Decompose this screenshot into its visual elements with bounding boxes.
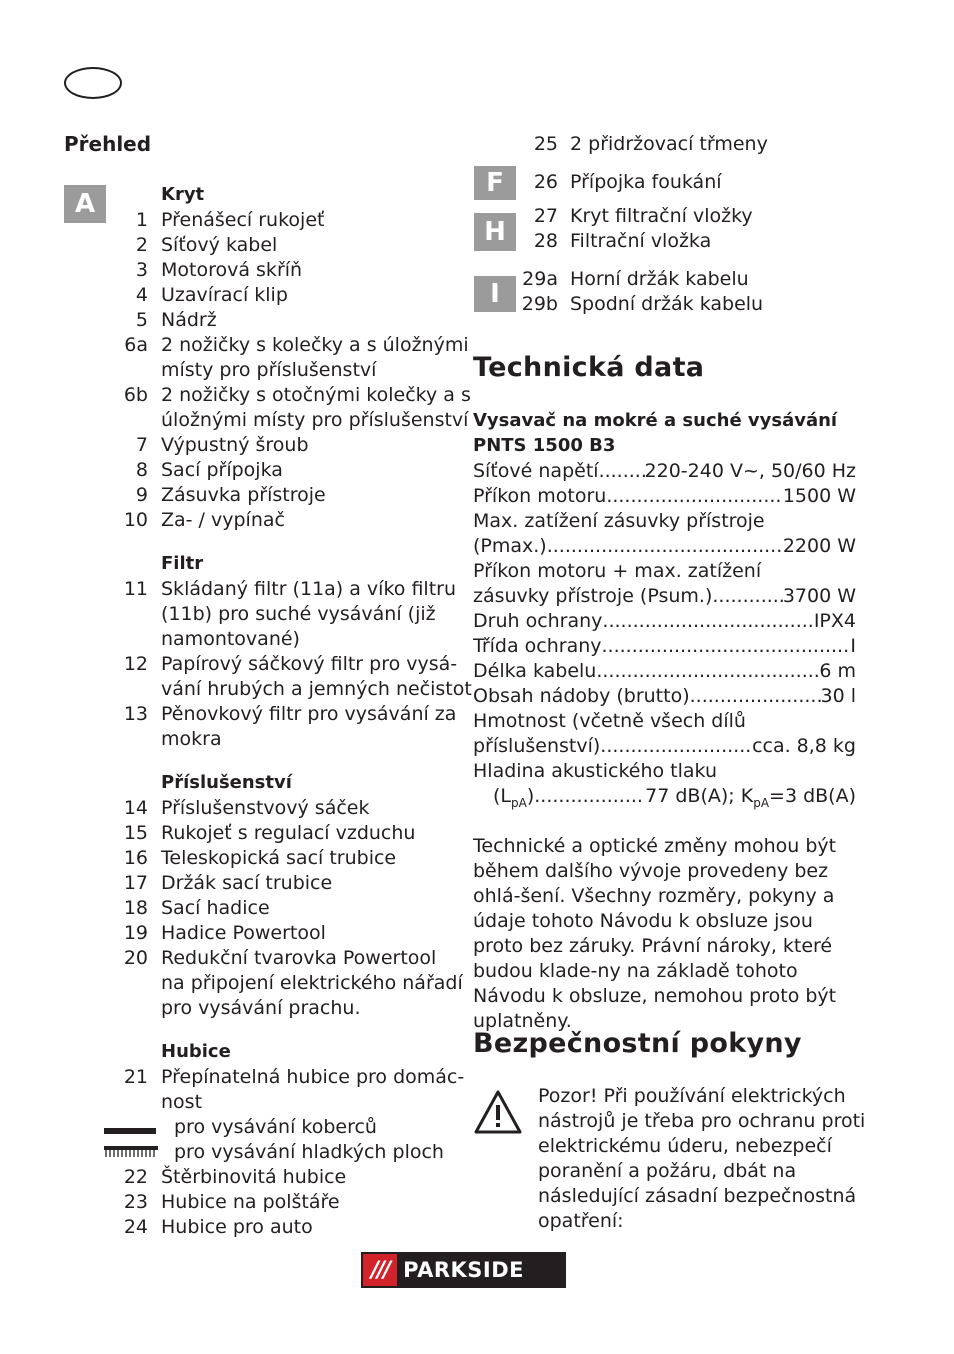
spec-value: 3700 W [782,585,856,607]
spec-label: Síťové napětí [473,460,599,482]
list-item-number: 3 [135,259,148,281]
warning-line: nástrojů je třeba pro ochranu proti [538,1110,866,1132]
figure-badge-a: A [64,185,106,223]
list-item-text: namontované) [161,628,300,650]
list-item-text: Redukční tvarovka Powertool [161,947,437,969]
list-item-number: 12 [123,653,148,675]
list-item-number: 25 [533,133,558,155]
list-item-number: 23 [123,1191,148,1213]
spec-noise [493,784,856,816]
spec-label: zásuvky přístroje (Psum.) [473,585,713,607]
list-item-number: 24 [123,1216,148,1238]
parkside-logo [361,1252,566,1288]
list-item-number: 20 [123,947,148,969]
list-item-text: nost [161,1091,203,1113]
list-item-text: vání hrubých a jemných nečistot [161,678,472,700]
list-item-text: 2 nožičky s kolečky a s úložnými [161,334,469,356]
list-item-text: Teleskopická sací trubice [161,847,397,869]
spec-value: 6 m [819,660,856,682]
spec-cable [473,659,856,684]
warning-line: Pozor! Při používání elektrických [538,1085,846,1107]
spec-label: Hladina akustického tlaku [473,760,718,782]
list-item-number: 5 [135,309,148,331]
list-item-text: Rukojeť s regulací vzduchu [161,822,416,844]
list-item-text: Kryt filtrační vložky [570,205,753,227]
list-item-text: Nádrž [161,309,217,331]
spec-value: 1500 W [782,485,856,507]
list-item-text: Přenášecí rukojeť [161,209,325,231]
list-item-number: 11 [123,578,148,600]
warning-line: elektrickému úderu, nebezpečí [538,1135,832,1157]
product-model: PNTS 1500 B3 [473,435,616,456]
spec-class [473,634,856,659]
product-name: Vysavač na mokré a suché vysávání [473,410,838,431]
spec-total [473,584,856,609]
list-item-text: Výpustný šroub [161,434,309,456]
list-item-number: 14 [123,797,148,819]
list-item-number: 2 [135,234,148,256]
list-item-number: 29b [521,293,558,315]
list-item-number: 21 [123,1066,148,1088]
spec-value: 30 l [820,685,856,707]
floor-mode-icon [104,1146,158,1158]
spec-value: 220-240 V~, 50/60 Hz [644,460,856,482]
noise-l-sub: pA [511,795,527,810]
list-item-number: 6b [123,384,148,406]
spec-value [645,784,856,816]
noise-value: 77 dB(A); K [645,785,754,807]
spec-protection [473,609,856,634]
list-item-number: 6a [124,334,148,356]
warning-line: následující zásadní bezpečnostná [538,1185,857,1207]
list-item-text: Papírový sáčkový filtr pro vysá- [161,653,458,675]
list-item-number: 29a [522,268,558,290]
mode-carpet-label: pro vysávání koberců [174,1116,377,1138]
spec-value: I [850,635,856,657]
language-marker [64,67,122,99]
logo-slashes: /// [371,1257,390,1283]
list-item-text: (11b) pro suché vysávání (již [161,603,436,625]
warning-line: poranění a požáru, dbát na [538,1160,797,1182]
section-heading-safety: Bezpečnostní pokyny [473,1028,802,1059]
list-item-number: 27 [533,205,558,227]
spec-weight [473,734,856,759]
list-item-text: pro vysávání prachu. [161,997,361,1019]
section-heading-tech: Technická data [473,352,705,383]
list-item-text: Přípojka foukání [570,171,722,193]
list-item-number: 4 [135,284,148,306]
spec-power [473,484,856,509]
list-item-text: Držák sací trubice [161,872,333,894]
list-item-text: Skládaný filtr (11a) a víko filtru [161,578,456,600]
list-item-number: 26 [533,171,558,193]
spec-voltage [473,459,856,484]
list-item-number: 1 [135,209,148,231]
spec-label: Max. zatížení zásuvky přístroje [473,510,765,532]
list-item-text: Štěrbinovitá hubice [161,1166,347,1188]
spec-label: Druh ochrany [473,610,603,632]
spec-label [493,784,534,816]
list-item-text: Uzavírací klip [161,284,288,306]
list-item-number: 13 [123,703,148,725]
subheading-kryt: Kryt [161,184,205,205]
spec-label: příslušenství) [473,735,601,757]
subheading-hubice: Hubice [161,1041,231,1062]
spec-label: Obsah nádoby (brutto) [473,685,690,707]
figure-badge-i: I [474,276,516,312]
list-item-number: 16 [123,847,148,869]
subheading-filtr: Filtr [161,553,204,574]
list-item-number: 15 [123,822,148,844]
list-item-text: Příslušenstvový sáček [161,797,370,819]
spec-value: 2200 W [782,535,856,557]
noise-k-sub: pA [753,795,770,810]
list-item-number: 19 [123,922,148,944]
spec-value: cca. 8,8 kg [752,735,856,757]
list-item-text: Hubice pro auto [161,1216,313,1238]
noise-k-value: =3 dB(A) [769,785,856,807]
mode-floor-label: pro vysávání hladkých ploch [174,1141,444,1163]
list-item-text: úložnými místy pro příslušenství [161,409,469,431]
list-item-text: Pěnovkový filtr pro vysávání za [161,703,457,725]
subheading-prislusenstvi: Příslušenství [161,772,292,793]
list-item-text: 2 nožičky s otočnými kolečky a s [161,384,471,406]
warning-icon [473,1089,523,1135]
list-item-text: Motorová skříň [161,259,303,281]
spec-label: (Pmax.) [473,535,547,557]
carpet-mode-icon [104,1128,156,1134]
list-item-number: 18 [123,897,148,919]
list-item-text: Zásuvka přístroje [161,484,326,506]
list-item-text: Hadice Powertool [161,922,326,944]
list-item-number: 28 [533,230,558,252]
list-item-text: Hubice na polštáře [161,1191,340,1213]
list-item-number: 17 [123,872,148,894]
logo-brand: PARKSIDE [397,1254,564,1286]
list-item-text: Horní držák kabelu [570,268,749,290]
list-item-text: na připojení elektrického nářadí [161,972,463,994]
list-item-number: 22 [123,1166,148,1188]
noise-l-close: ) [526,785,535,807]
spec-label: Délka kabelu [473,660,597,682]
list-item-number: 8 [135,459,148,481]
spec-label: Hmotnost (včetně všech dílů [473,710,746,732]
spec-socket [473,534,856,559]
section-heading-prehled: Přehled [64,132,152,156]
list-item-number: 9 [135,484,148,506]
tech-note: Technické a optické změny mohou být během dalšího vývoje provedeny bez ohlá-šení. Všechny rozměry, pokyny a údaje tohoto Návodu k obsluze jsou proto bez záruky. Právní nároky, které budou klade-ny na základě tohoto Návodu k obsluze, nemohou proto být uplatněny. [473,835,837,1032]
figure-badge-f: F [474,166,516,200]
spec-label: Třída ochrany [473,635,602,657]
warning-line: opatření: [538,1210,624,1232]
noise-l: (L [493,785,511,807]
list-item-text: Přepínatelná hubice pro domác- [161,1066,465,1088]
spec-label: Příkon motoru + max. zatížení [473,560,762,582]
list-item-text: 2 přidržovací třmeny [570,133,768,155]
list-item-text: mokra [161,728,222,750]
figure-badge-h: H [474,213,516,251]
list-item-text: místy pro příslušenství [161,359,377,381]
list-item-number: 10 [123,509,148,531]
list-item-number: 7 [135,434,148,456]
list-item-text: Filtrační vložka [570,230,712,252]
list-item-text: Sací hadice [161,897,270,919]
spec-label: Příkon motoru [473,485,607,507]
list-item-text: Za- / vypínač [161,509,285,531]
spec-volume [473,684,856,709]
list-item-text: Spodní držák kabelu [570,293,764,315]
spec-value: IPX4 [813,610,856,632]
list-item-text: Síťový kabel [161,234,278,256]
list-item-text: Sací přípojka [161,459,283,481]
